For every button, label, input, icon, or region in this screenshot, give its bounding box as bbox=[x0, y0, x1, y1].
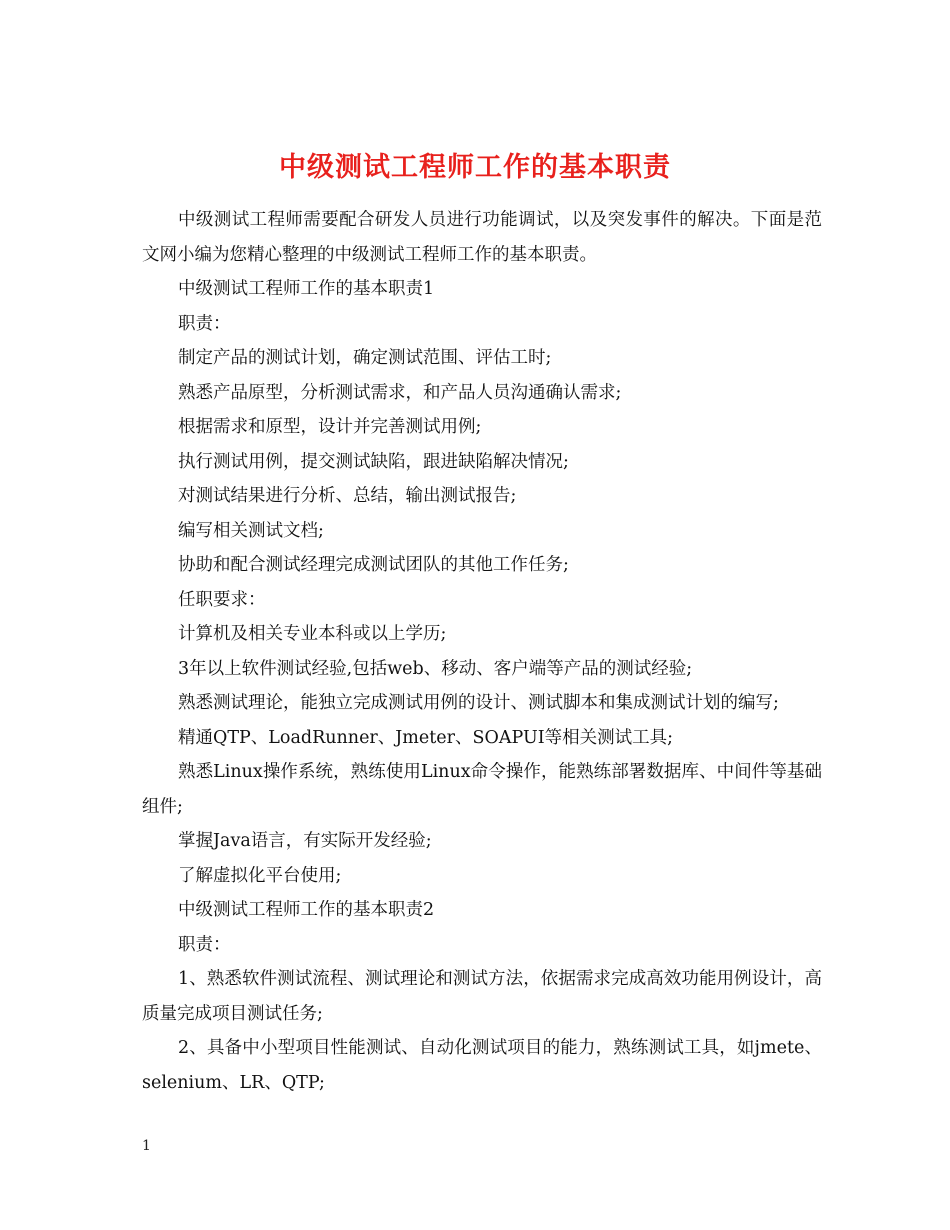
duty-item: 协助和配合测试经理完成测试团队的其他工作任务; bbox=[178, 555, 569, 575]
duty-item: 熟悉产品原型，分析测试需求，和产品人员沟通确认需求; bbox=[178, 382, 622, 403]
page-number: 1 bbox=[142, 1138, 151, 1154]
requirement-item: 了解虚拟化平台使用; bbox=[178, 865, 342, 886]
duty-item: 2、具备中小型项目性能测试、自动化测试项目的能力，熟练测试工具，如jmete、selenium、LR、QTP; bbox=[142, 1038, 822, 1093]
requirement-item: 掌握Java语言，有实际开发经验; bbox=[178, 831, 432, 851]
requirement-item: 熟悉Linux操作系统，熟练使用Linux命令操作，能熟练部署数据库、中间件等基础组件; bbox=[142, 762, 822, 817]
duties-label-2: 职责： bbox=[178, 934, 231, 955]
requirement-item: 3年以上软件测试经验,包括web、移动、客户端等产品的测试经验; bbox=[178, 658, 693, 679]
duties-label-1: 职责： bbox=[178, 313, 231, 334]
duty-item: 对测试结果进行分析、总结，输出测试报告; bbox=[178, 486, 517, 506]
intro-paragraph: 中级测试工程师需要配合研发人员进行功能调试，以及突发事件的解决。下面是范文网小编为您精心整理的中级测试工程师工作的基本职责。 bbox=[142, 210, 822, 265]
requirement-item: 熟悉测试理论，能独立完成测试用例的设计、测试脚本和集成测试计划的编写; bbox=[178, 693, 779, 713]
duty-item: 编写相关测试文档; bbox=[178, 520, 324, 541]
requirement-item: 精通QTP、LoadRunner、Jmeter、SOAPUI等相关测试工具; bbox=[178, 727, 674, 748]
duty-item: 制定产品的测试计划，确定测试范围、评估工时; bbox=[178, 348, 552, 368]
section-heading-1: 中级测试工程师工作的基本职责1 bbox=[178, 279, 435, 299]
duty-item: 执行测试用例，提交测试缺陷，跟进缺陷解决情况; bbox=[178, 451, 569, 472]
section-heading-2: 中级测试工程师工作的基本职责2 bbox=[178, 900, 435, 920]
document-title: 中级测试工程师工作的基本职责 bbox=[279, 152, 671, 184]
requirement-item: 计算机及相关专业本科或以上学历; bbox=[178, 624, 447, 644]
document-body bbox=[142, 203, 822, 1100]
requirements-label: 任职要求： bbox=[178, 589, 266, 610]
duty-item: 1、熟悉软件测试流程、测试理论和测试方法，依据需求完成高效功能用例设计，高质量完成项目测试任务; bbox=[142, 969, 822, 1024]
duty-item: 根据需求和原型，设计并完善测试用例; bbox=[178, 417, 482, 437]
